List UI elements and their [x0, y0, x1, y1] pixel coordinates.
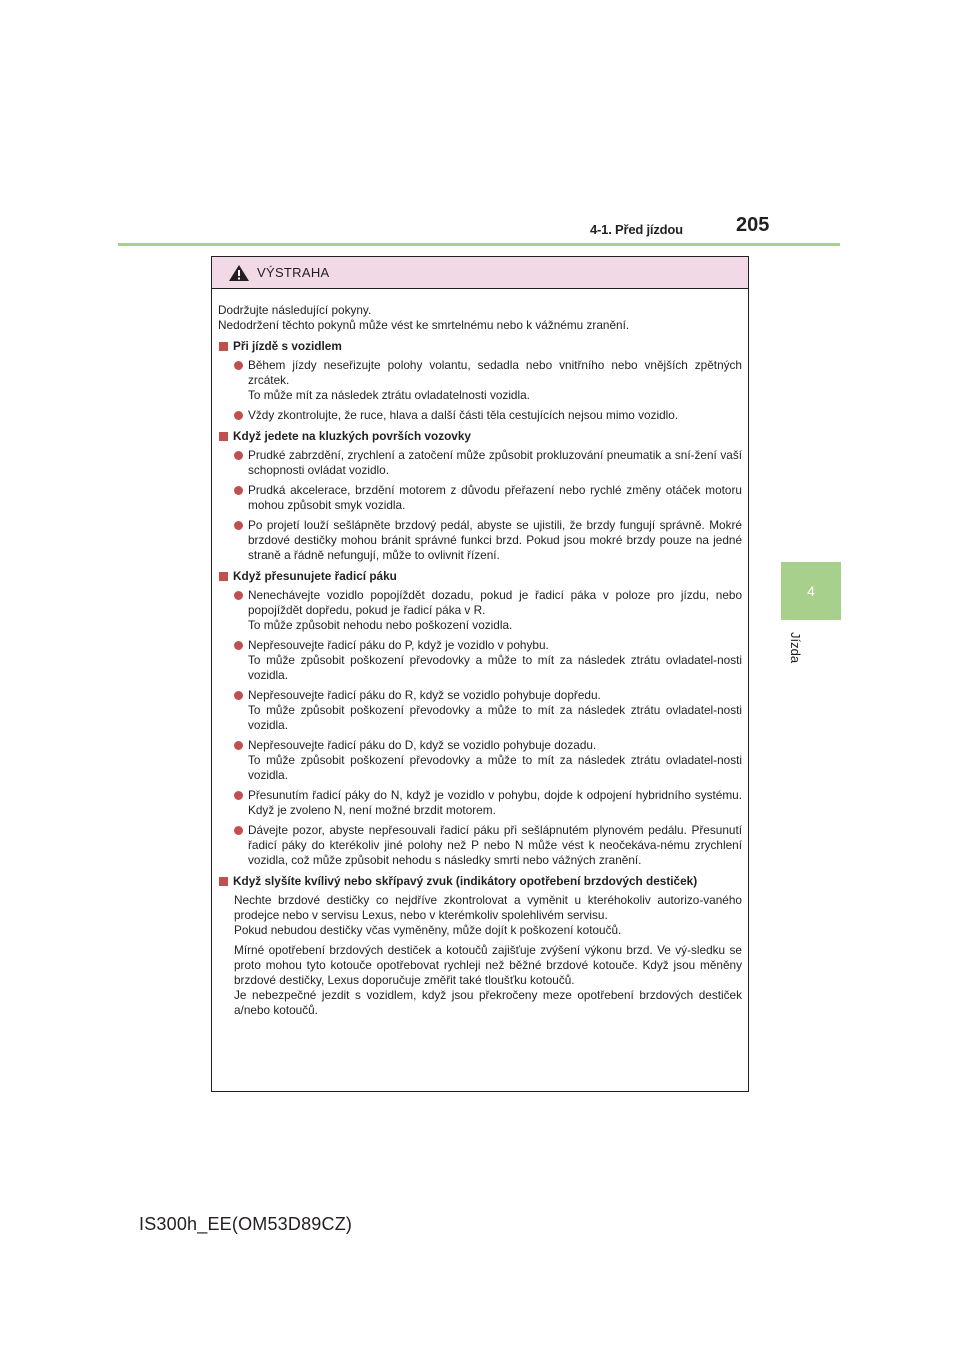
- paragraph: Mírné opotřebení brzdových destiček a kotoučů zajišťuje zvýšení výkonu brzd. Ve vý-sledku se proto mohou tyto kotouče opotřebovat rychleji než běžné brzdové kotouče. Když jsou měněny brzdové destičky, Lexus doporučuje změřit také tloušťku kotoučů. Je nebezpečné jezdit s vozidlem, když jsou překročeny meze opotřebení brzdových destiček a/nebo kotoučů.: [234, 943, 742, 1017]
- list-item: Přesunutím řadicí páky do N, když je vozidlo v pohybu, dojde k odpojení hybridního systému. Když je zvoleno N, není možné brzdit motorem.: [234, 788, 742, 818]
- square-bullet-icon: [219, 342, 228, 351]
- dot-bullet-icon: [234, 641, 243, 650]
- chapter-tab[interactable]: [781, 562, 841, 620]
- warning-header: [212, 257, 748, 289]
- dot-bullet-icon: [234, 741, 243, 750]
- list-item: Nepřesouvejte řadicí páku do D, když se vozidlo pohybuje dozadu. To může způsobit poškození převodovky a může to mít za následek ztrátu ovladatel-nosti vozidla.: [234, 738, 742, 783]
- list-item: Nepřesouvejte řadicí páku do P, když je vozidlo v pohybu. To může způsobit poškození převodovky a může to mít za následek ztrátu ovladatel-nosti vozidla.: [234, 638, 742, 683]
- dot-bullet-icon: [234, 791, 243, 800]
- list-item: Nepřesouvejte řadicí páku do R, když se vozidlo pohybuje dopředu. To může způsobit poškození převodovky a může to mít za následek ztrátu ovladatel-nosti vozidla.: [234, 688, 742, 733]
- dot-bullet-icon: [234, 361, 243, 370]
- dot-bullet-icon: [234, 486, 243, 495]
- square-bullet-icon: [219, 572, 228, 581]
- section-heading: Při jízdě s vozidlem: [218, 339, 742, 354]
- warning-title: VÝSTRAHA: [257, 265, 330, 280]
- dot-bullet-icon: [234, 411, 243, 420]
- chapter-label: Jízda: [788, 632, 803, 664]
- list-item: Dávejte pozor, abyste nepřesouvali řadicí páku při sešlápnutém plynovém pedálu. Přesunutí řadicí páky do kterékoliv jiné polohy než P nebo N může vést k neočekáva-nému zrychlení vozidla, což může způsobit nehodu s následky smrti nebo vážných zranění.: [234, 823, 742, 868]
- chapter-number: 4: [807, 583, 815, 599]
- dot-bullet-icon: [234, 451, 243, 460]
- list-item: Vždy zkontrolujte, že ruce, hlava a další části těla cestujících nejsou mimo vozidlo.: [234, 408, 742, 423]
- page-number: 205: [736, 214, 770, 236]
- dot-bullet-icon: [234, 826, 243, 835]
- list-item: Prudká akcelerace, brzdění motorem z důvodu přeřazení nebo rychlé změny otáček motoru mohou způsobit smyk vozidla.: [234, 483, 742, 513]
- paragraph: Nechte brzdové destičky co nejdříve zkontrolovat a vyměnit u kteréhokoliv autorizo-vaného prodejce nebo v servisu Lexus, nebo v kterémkoliv spolehlivém servisu. Pokud nebudou destičky včas vyměněny, může dojít k poškození kotoučů.: [234, 893, 742, 937]
- warning-body: [212, 289, 748, 1018]
- dot-bullet-icon: [234, 521, 243, 530]
- header-divider: [118, 243, 840, 246]
- list-item: Prudké zabrzdění, zrychlení a zatočení může způsobit prokluzování pneumatik a sní-žení vaší schopnosti ovládat vozidlo.: [234, 448, 742, 478]
- section-title: 4-1. Před jízdou: [590, 222, 683, 237]
- section-heading: Když slyšíte kvílivý nebo skřípavý zvuk (indikátory opotřebení brzdových destiček): [218, 874, 742, 889]
- dot-bullet-icon: [234, 691, 243, 700]
- list-item: Po projetí louží sešlápněte brzdový pedál, abyste se ujistili, že brzdy fungují správně. Mokré brzdové destičky mohou bránit správné funkci brzd. Pokud jsou mokré brzdy pouze na jedné straně a řádně nefungují, může to ovlivnit řízení.: [234, 518, 742, 563]
- warning-box: [211, 256, 749, 1092]
- square-bullet-icon: [219, 432, 228, 441]
- warning-triangle-icon: [228, 264, 250, 282]
- section-heading: Když jedete na kluzkých površích vozovky: [218, 429, 742, 444]
- list-item: Nenechávejte vozidlo popojíždět dozadu, pokud je řadicí páka v poloze pro jízdu, nebo popojíždět dopředu, pokud je řadicí páka v R. To může způsobit nehodu nebo poškození vozidla.: [234, 588, 742, 633]
- square-bullet-icon: [219, 877, 228, 886]
- section-heading: Když přesunujete řadicí páku: [218, 569, 742, 584]
- list-item: Během jízdy neseřizujte polohy volantu, sedadla nebo vnitřního nebo vnějších zpětných zrcátek. To může mít za následek ztrátu ovladatelnosti vozidla.: [234, 358, 742, 403]
- warning-intro: Dodržujte následující pokyny. Nedodržení těchto pokynů může vést ke smrtelnému nebo k vážnému zranění.: [218, 303, 630, 332]
- dot-bullet-icon: [234, 591, 243, 600]
- model-code: IS300h_EE(OM53D89CZ): [139, 1214, 353, 1234]
